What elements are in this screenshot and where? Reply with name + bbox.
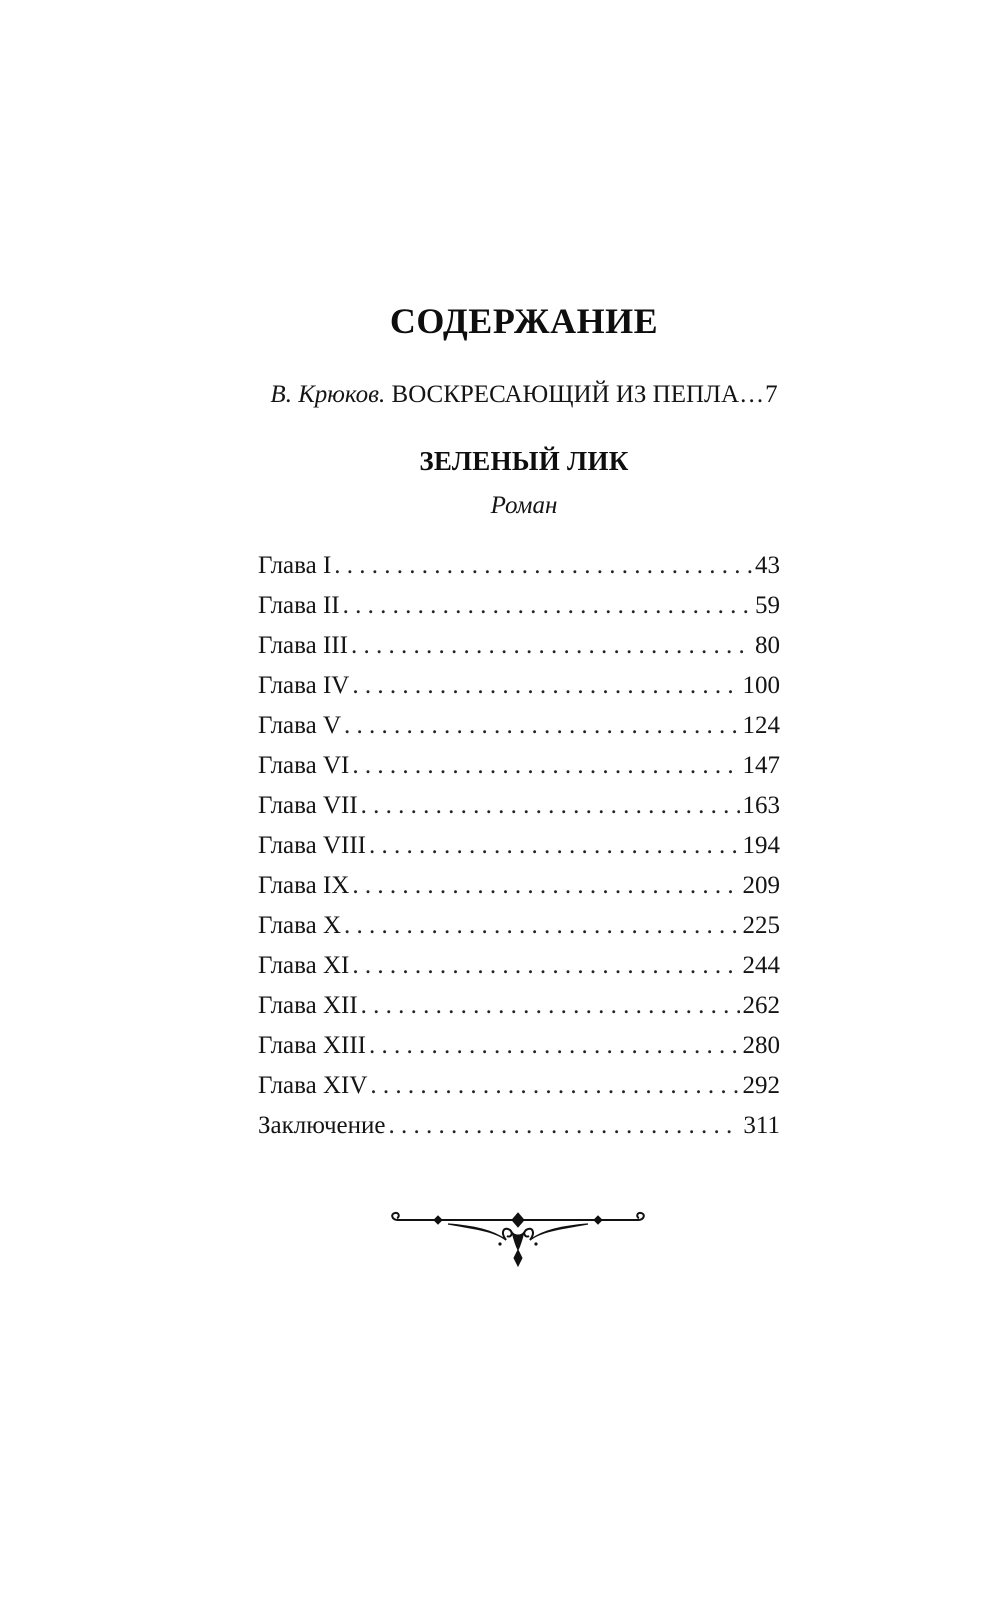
toc-entry	[258, 1111, 780, 1151]
work-subtitle: Роман	[490, 492, 558, 519]
dot-leader	[352, 671, 739, 701]
dot-leader	[389, 1111, 741, 1141]
toc-entry	[258, 1071, 780, 1111]
dot-leader	[334, 551, 752, 581]
decorative-flourish-icon	[388, 1210, 648, 1270]
dot-leader	[352, 871, 739, 901]
toc-entry-page: 280	[742, 1032, 780, 1059]
toc-entry-label: Глава VI	[258, 752, 350, 779]
toc-entry-label: Глава XII	[258, 992, 358, 1019]
toc-entry-label: Глава IX	[258, 872, 350, 899]
page-title: СОДЕРЖАНИЕ	[389, 301, 659, 341]
toc-entry	[258, 1031, 780, 1071]
toc-entry	[258, 751, 780, 791]
dot-leader	[361, 791, 740, 821]
toc-entry	[258, 711, 780, 751]
preface-entry	[0, 381, 1000, 409]
toc-entry	[258, 871, 780, 911]
toc-entry-label: Глава III	[258, 632, 348, 659]
toc-entry-label: Глава VIII	[258, 832, 366, 859]
toc-entry	[258, 591, 780, 631]
toc-entry	[258, 831, 780, 871]
toc-entry-page: 244	[742, 952, 780, 979]
toc-entry-label: Глава X	[258, 912, 342, 939]
dot-leader	[344, 711, 739, 741]
dot-leader	[352, 751, 739, 781]
preface-separator: …	[739, 381, 766, 408]
toc-entry	[258, 631, 780, 671]
toc-entry	[258, 911, 780, 951]
toc-entry-page: 262	[742, 992, 780, 1019]
toc-entry-page: 100	[742, 672, 780, 699]
toc-entry-label: Глава XIV	[258, 1072, 368, 1099]
dot-leader	[343, 591, 752, 621]
toc-entry-label: Заключение	[258, 1112, 386, 1139]
toc-entry-label: Глава XIII	[258, 1032, 366, 1059]
preface-page: 7	[765, 381, 778, 408]
toc-entry-page: 311	[743, 1112, 780, 1139]
dot-leader	[369, 1031, 740, 1061]
toc-entry	[258, 951, 780, 991]
dot-leader	[344, 911, 739, 941]
toc-entry-page: 59	[755, 592, 780, 619]
toc-entry-page: 225	[742, 912, 780, 939]
toc-entry-page: 209	[742, 872, 780, 899]
dot-leader	[361, 991, 740, 1021]
toc-entry-label: Глава IV	[258, 672, 350, 699]
work-title: ЗЕЛЕНЫЙ ЛИК	[419, 446, 629, 476]
dot-leader	[370, 1071, 739, 1101]
preface-author: В. Крюков.	[270, 381, 386, 408]
toc-entry	[258, 791, 780, 831]
toc-entry	[258, 551, 780, 591]
toc-entry	[258, 671, 780, 711]
toc-entry-page: 292	[742, 1072, 780, 1099]
toc-entry-label: Глава XI	[258, 952, 350, 979]
toc-entry-label: Глава I	[258, 552, 332, 579]
toc-entry	[258, 991, 780, 1031]
toc-entry-page: 80	[755, 632, 780, 659]
toc-entry-page: 163	[742, 792, 780, 819]
toc-entry-page: 194	[742, 832, 780, 859]
preface-title: ВОСКРЕСАЮЩИЙ ИЗ ПЕПЛА	[391, 381, 740, 408]
dot-leader	[369, 831, 740, 861]
toc-entry-page: 43	[755, 552, 780, 579]
toc-entry-label: Глава VII	[258, 792, 358, 819]
toc-entry-page: 147	[742, 752, 780, 779]
toc-entry-page: 124	[742, 712, 780, 739]
toc-entry-label: Глава V	[258, 712, 342, 739]
toc-list	[258, 551, 780, 1151]
toc-entry-label: Глава II	[258, 592, 340, 619]
dot-leader	[352, 951, 739, 981]
dot-leader	[351, 631, 752, 661]
